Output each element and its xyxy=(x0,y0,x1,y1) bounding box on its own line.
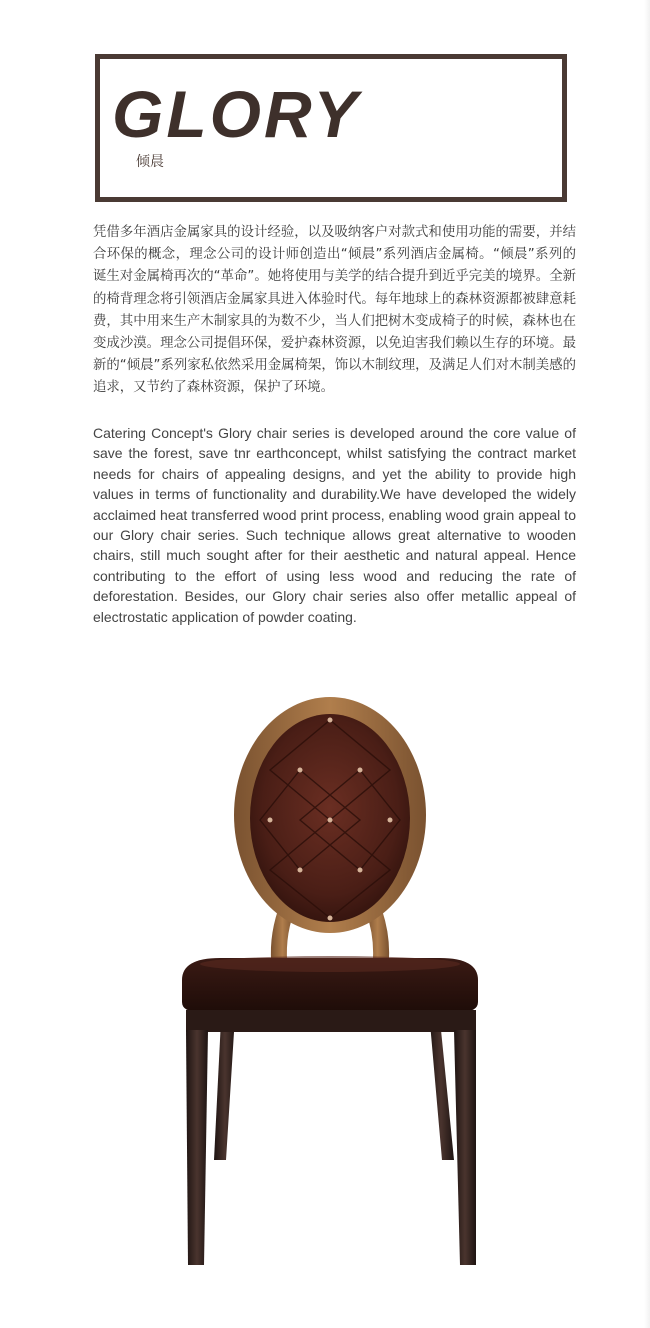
brand-subtitle: 倾晨 xyxy=(136,154,164,170)
chair-illustration xyxy=(160,680,500,1280)
front-leg-left xyxy=(186,1030,208,1265)
chinese-description: 凭借多年酒店金属家具的设计经验，以及吸纳客户对款式和使用功能的需要，并结合环保的概念，理念公司的设计师创造出“倾晨”系列酒店金属椅。“倾晨”系列的诞生对金属椅再次的“革命”。她将使用与美学的结合提升到近乎完美的境界。全新的椅背理念将引领酒店金属家具进入体验时代。每年地球上的森林资源都被肆意耗费，其中用来生产木制家具的为数不少，当人们把树木变成椅子的时候，森林也在变成沙漠。理念公司提倡环保，爱护森林资源，以免迫害我们赖以生存的环境。最新的“倾晨”系列家私依然采用金属椅架，饰以木制纹理，及满足人们对木制美感的追求，又节约了森林资源，保护了环境。 xyxy=(93,225,576,396)
chair-image xyxy=(160,680,500,1280)
page-edge xyxy=(644,0,650,1328)
front-leg-right xyxy=(454,1030,476,1265)
brand-title: GLORY xyxy=(112,77,361,151)
title-frame xyxy=(95,54,567,202)
seat-frame xyxy=(186,1010,476,1032)
english-description: Catering Concept's Glory chair series is developed around the core value of save the forest, save tnr earthconcept, whilst satisfying the contract market needs for chairs of appealing designs, and yet the ability to provide high values in terms of functionality and durability.We have developed the widely acclaimed heat transferred wood print process, enabling wood grain appeal to our Glory chair series. Such technique allows great alternative to wooden chairs, still much sought after for their aesthetic and natural appeal. Hence contributing to the effort of using less wood and reducing the rate of deforestation. Besides, our Glory chair series also offer metallic appeal of electrostatic application of powder coating. xyxy=(93,425,576,625)
